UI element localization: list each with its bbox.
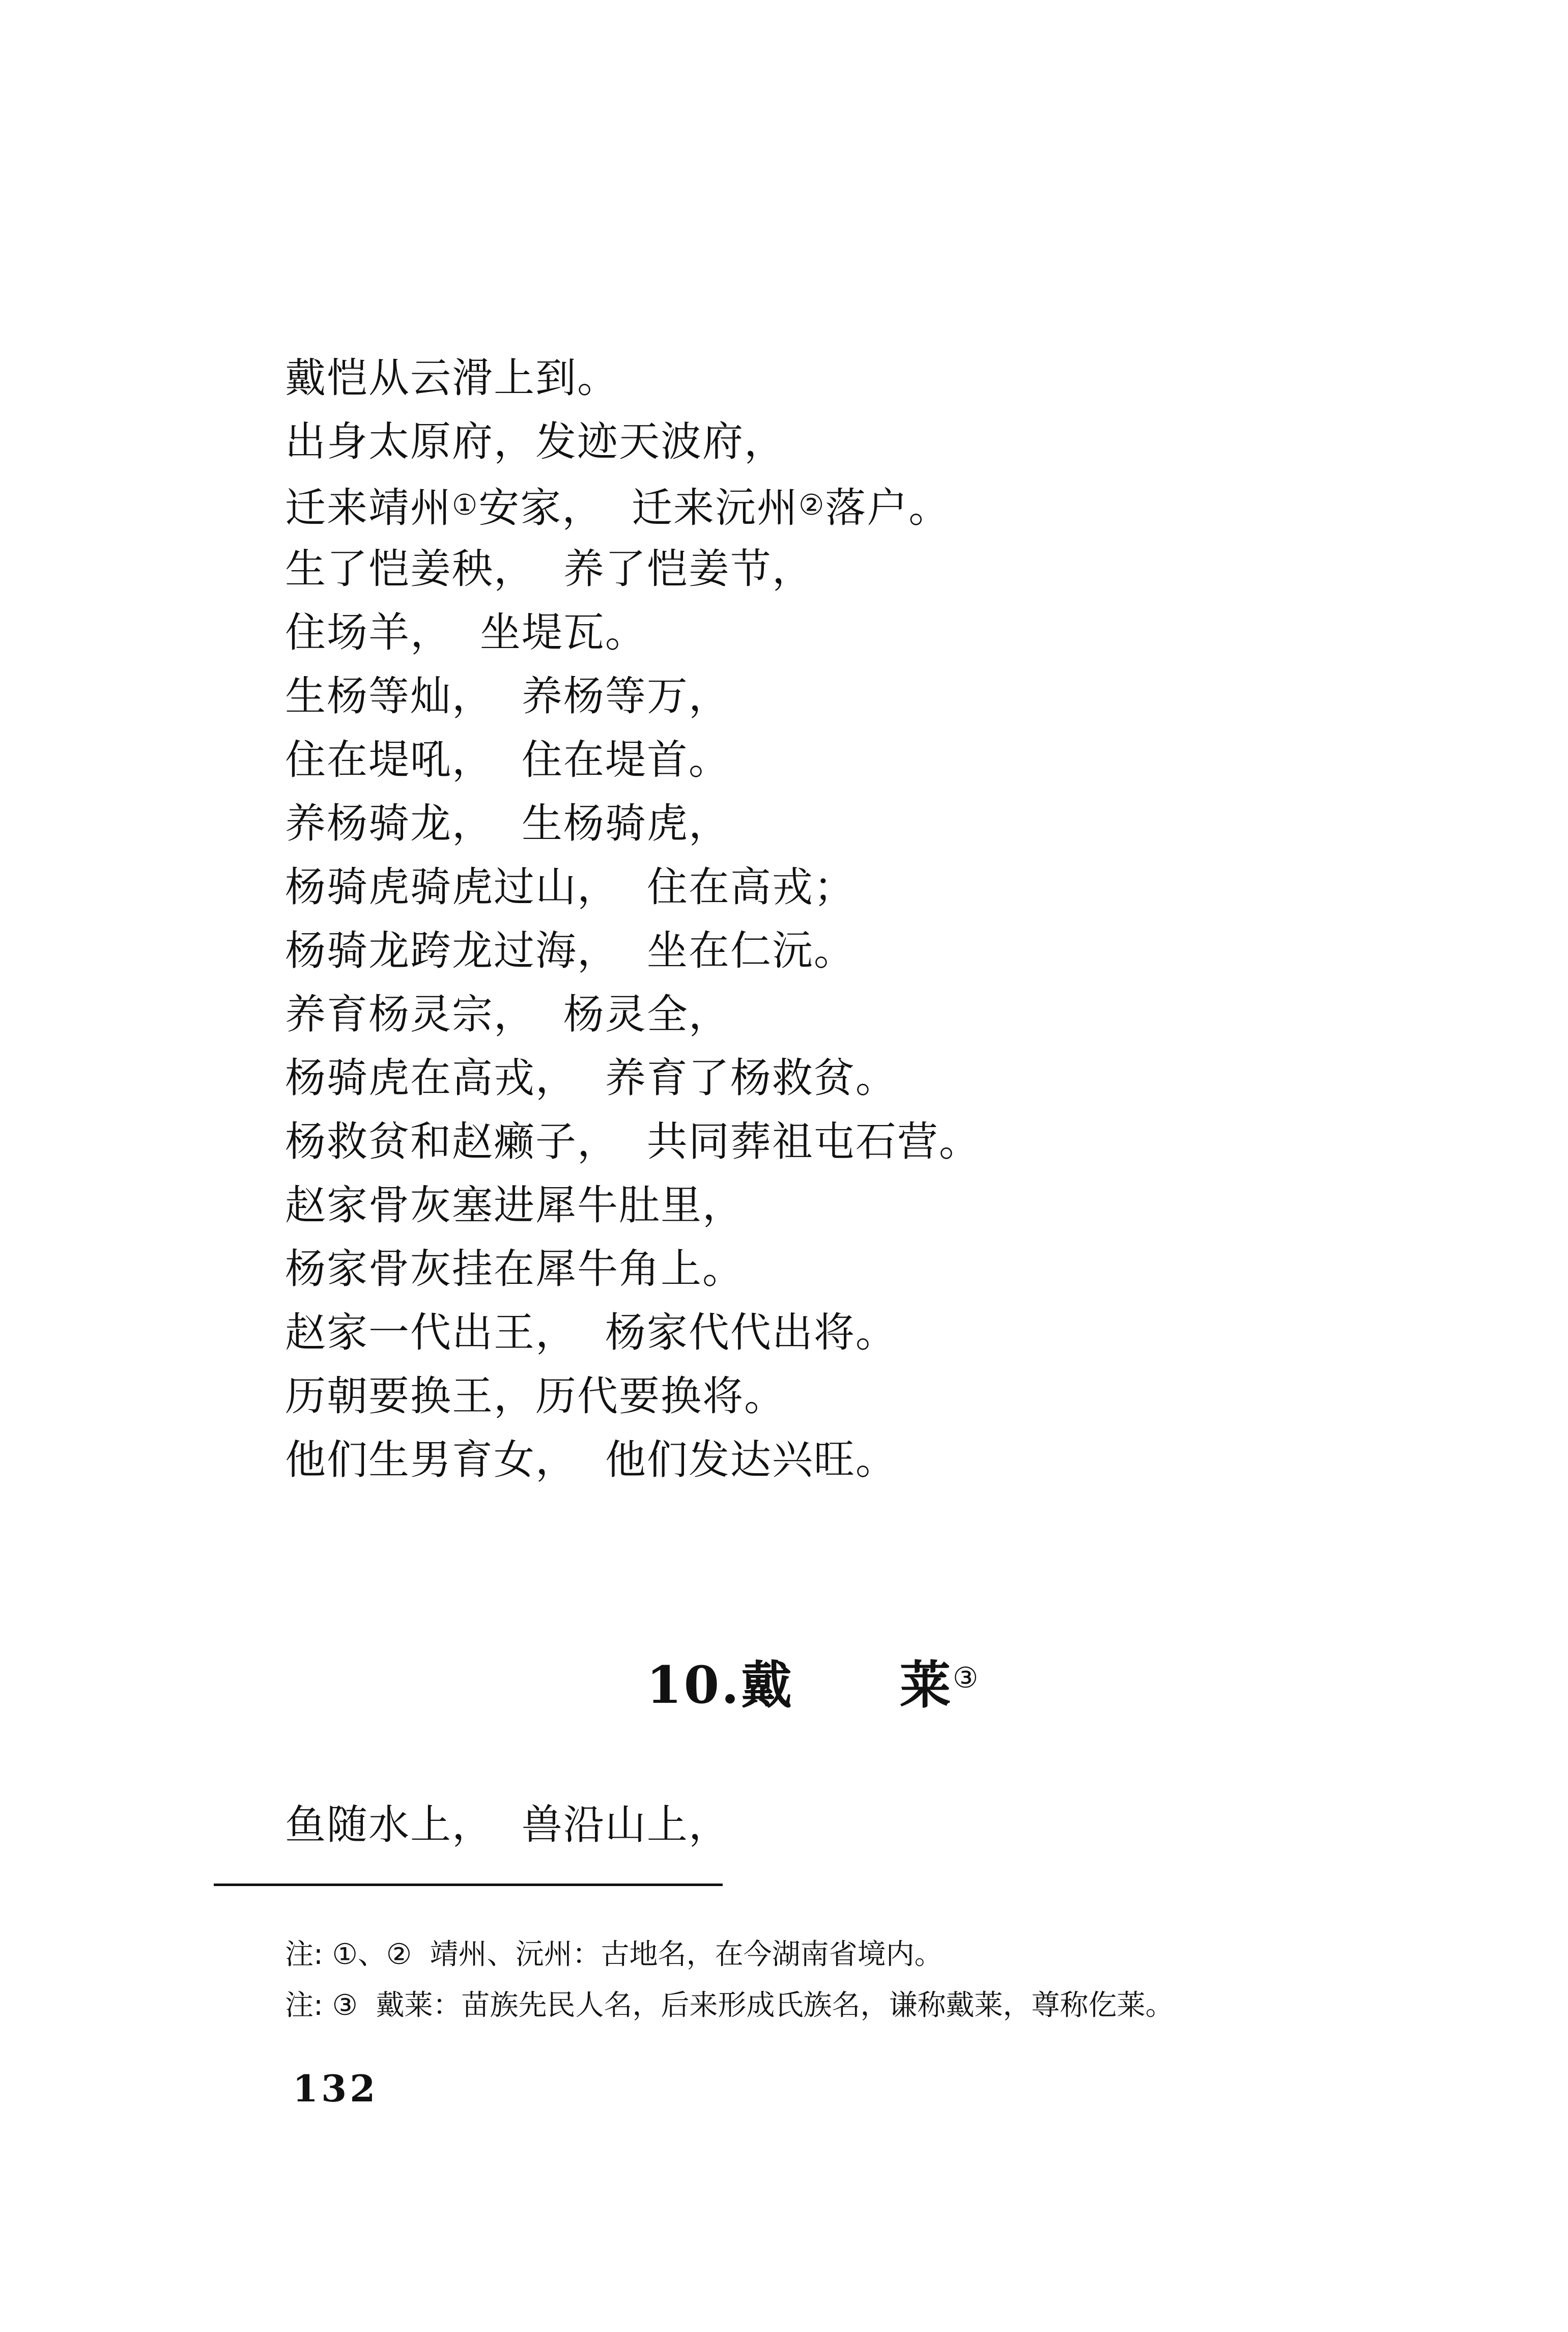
verse-line: 戴恺从云滑上到。 xyxy=(285,354,619,402)
footnote: 注: ①、② 靖州、沅州：古地名，在今湖南省境内。 xyxy=(285,1938,943,1971)
verse-line: 杨骑虎在高戎， 养育了杨救贫。 xyxy=(285,1054,897,1102)
verse-line: 杨骑虎骑虎过山， 住在高戎； xyxy=(285,863,856,911)
verse-line: 住场羊， 坐堤瓦。 xyxy=(285,609,647,656)
section-title-text: 戴 莱 xyxy=(740,1655,953,1715)
verse-line: 生杨等灿， 养杨等万， xyxy=(285,672,730,720)
section-first-line: 鱼随水上， 兽沿山上， xyxy=(285,1801,730,1848)
footnote: 注: ③ 戴莱：苗族先民人名，后来形成氏族名，谦称戴莱，尊称仡莱。 xyxy=(285,1989,1174,2022)
verse-text: 落户。 xyxy=(825,484,951,531)
section-heading xyxy=(646,1644,980,1718)
verse-line: 杨骑龙跨龙过海， 坐在仁沅。 xyxy=(285,927,856,974)
verse-line: 生了恺姜秧， 养了恺姜节， xyxy=(285,545,814,593)
verse-line: 杨家骨灰挂在犀牛角上。 xyxy=(285,1245,744,1293)
verse-text: 安家， 迁来沅州 xyxy=(478,484,799,531)
footnote-marker: ③ xyxy=(952,1662,981,1695)
page-number: 132 xyxy=(293,2067,379,2110)
footnotes xyxy=(285,1929,1506,2031)
footnote-marker: ① xyxy=(452,489,479,522)
verse-line: 历朝要换王，历代要换将。 xyxy=(285,1372,786,1420)
verse-line: 杨救贫和赵癞子， 共同葬祖屯石营。 xyxy=(285,1118,981,1165)
verse-block xyxy=(285,346,1405,1492)
verse-line: 赵家骨灰塞进犀牛肚里， xyxy=(285,1182,744,1229)
section-number: 10. xyxy=(646,1655,741,1715)
verse-line: 住在堤吼， 住在堤首。 xyxy=(285,736,730,783)
verse-line: 他们生男育女， 他们发达兴旺。 xyxy=(285,1436,897,1483)
verse-line: 养杨骑龙， 生杨骑虎， xyxy=(285,800,730,847)
verse-text: 迁来靖州 xyxy=(285,484,452,531)
verse-line: 出身太原府，发迹天波府， xyxy=(285,418,786,465)
verse-line: 赵家一代出王， 杨家代代出将。 xyxy=(285,1309,897,1356)
footnote-divider xyxy=(214,1884,723,1886)
verse-line-with-footnotes xyxy=(285,473,1405,537)
verse-line: 养育杨灵宗， 杨灵全， xyxy=(285,991,730,1038)
footnote-marker: ② xyxy=(799,489,825,522)
